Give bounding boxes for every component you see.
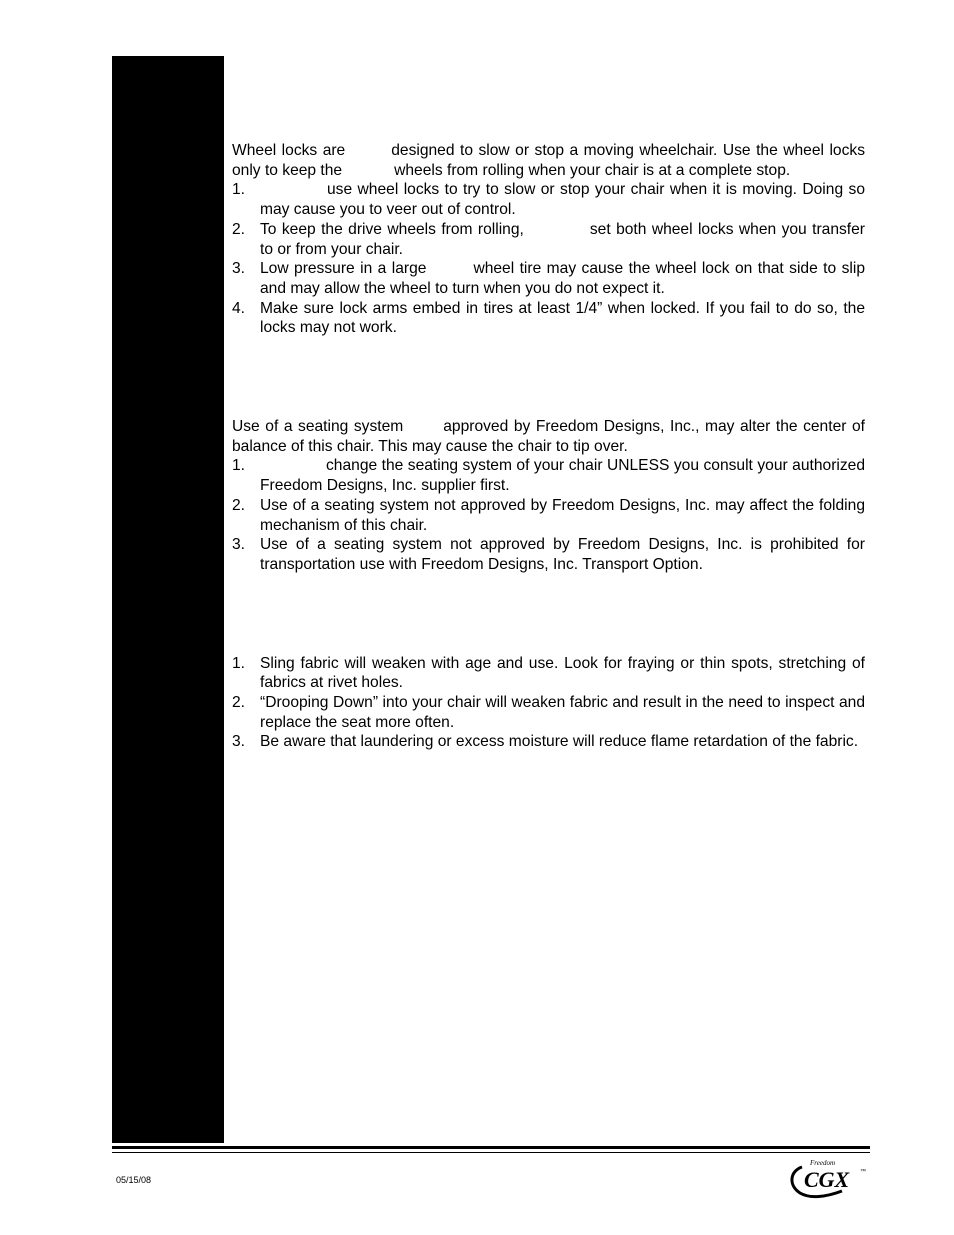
list-item	[232, 180, 865, 219]
list-text: set both wheel locks when you transfer to or from your chair.	[260, 220, 865, 258]
page-content	[232, 141, 865, 752]
text-span: Wheel locks are	[232, 142, 346, 159]
list-text: To keep the drive wheels from rolling,	[260, 220, 524, 238]
list-text: wheel tire may cause the wheel lock on that side to slip and may allow the wheel to turn when you do not expect it.	[260, 260, 866, 297]
list-item	[232, 299, 865, 338]
list-number: 1.	[232, 654, 246, 672]
wheel-locks-list	[232, 180, 865, 338]
list-number: 1.	[232, 457, 246, 475]
black-sidebar	[112, 56, 224, 1143]
list-number: 1.	[232, 181, 246, 199]
list-text: Sling fabric will weaken with age and use. Look for fraying or thin spots, stretching of fabrics at rivet holes.	[260, 654, 865, 692]
seating-list	[232, 456, 865, 574]
text-span: approved by Freedom Designs, Inc., may alter the center of balance of this chair. This may cause the chair to tip over.	[232, 418, 865, 455]
list-text: Use of a seating system not approved by Freedom Designs, Inc. may affect the folding mechanism of this chair.	[260, 496, 865, 534]
section-spacer	[232, 575, 865, 654]
list-text: use wheel locks to try to slow or stop your chair when it is moving. Doing so may cause you to veer out of control.	[260, 181, 865, 219]
wheel-locks-intro	[232, 141, 865, 180]
logo-text: CGX	[804, 1167, 850, 1192]
list-number: 2.	[232, 694, 246, 712]
sling-list	[232, 654, 865, 753]
list-item	[232, 220, 865, 259]
list-item	[232, 535, 865, 574]
list-number: 3.	[232, 536, 246, 554]
text-span: wheels from rolling when your chair is at a complete stop.	[394, 161, 791, 179]
list-item	[232, 456, 865, 495]
list-text: “Drooping Down” into your chair will weaken fabric and result in the need to inspect and replace the seat more often.	[260, 694, 865, 731]
footer-date: 05/15/08	[116, 1175, 152, 1185]
list-item	[232, 259, 865, 298]
cgx-logo	[786, 1153, 870, 1201]
section-spacer	[232, 338, 865, 417]
list-number: 3.	[232, 733, 246, 751]
list-number: 4.	[232, 299, 246, 317]
footer-rule-thin	[112, 1152, 870, 1153]
logo-tm: ™	[860, 1169, 866, 1175]
list-text: Use of a seating system not approved by Freedom Designs, Inc. is prohibited for transportation use with Freedom Designs, Inc. Transport Option.	[260, 536, 865, 573]
list-item	[232, 732, 865, 752]
list-item	[232, 693, 865, 732]
list-item	[232, 654, 865, 693]
list-number: 3.	[232, 260, 246, 278]
text-span: designed to slow or stop a moving wheelchair. Use the wheel locks only to keep the	[232, 142, 865, 179]
list-text: Make sure lock arms embed in tires at least 1/4” when locked. If you fail to do so, the locks may not work.	[260, 299, 865, 337]
list-text: change the seating system of your chair UNLESS you consult your authorized Freedom Designs, Inc. supplier first.	[260, 457, 865, 495]
text-span: Use of a seating system	[232, 418, 404, 436]
list-number: 2.	[232, 220, 246, 238]
list-number: 2.	[232, 496, 246, 514]
list-text: Be aware that laundering or excess moisture will reduce flame retardation of the fabric.	[260, 733, 859, 751]
logo-small-text: Freedom	[810, 1159, 836, 1167]
footer-rule	[112, 1146, 870, 1149]
list-item	[232, 496, 865, 535]
list-text: Low pressure in a large	[260, 260, 427, 278]
seating-intro	[232, 417, 865, 456]
